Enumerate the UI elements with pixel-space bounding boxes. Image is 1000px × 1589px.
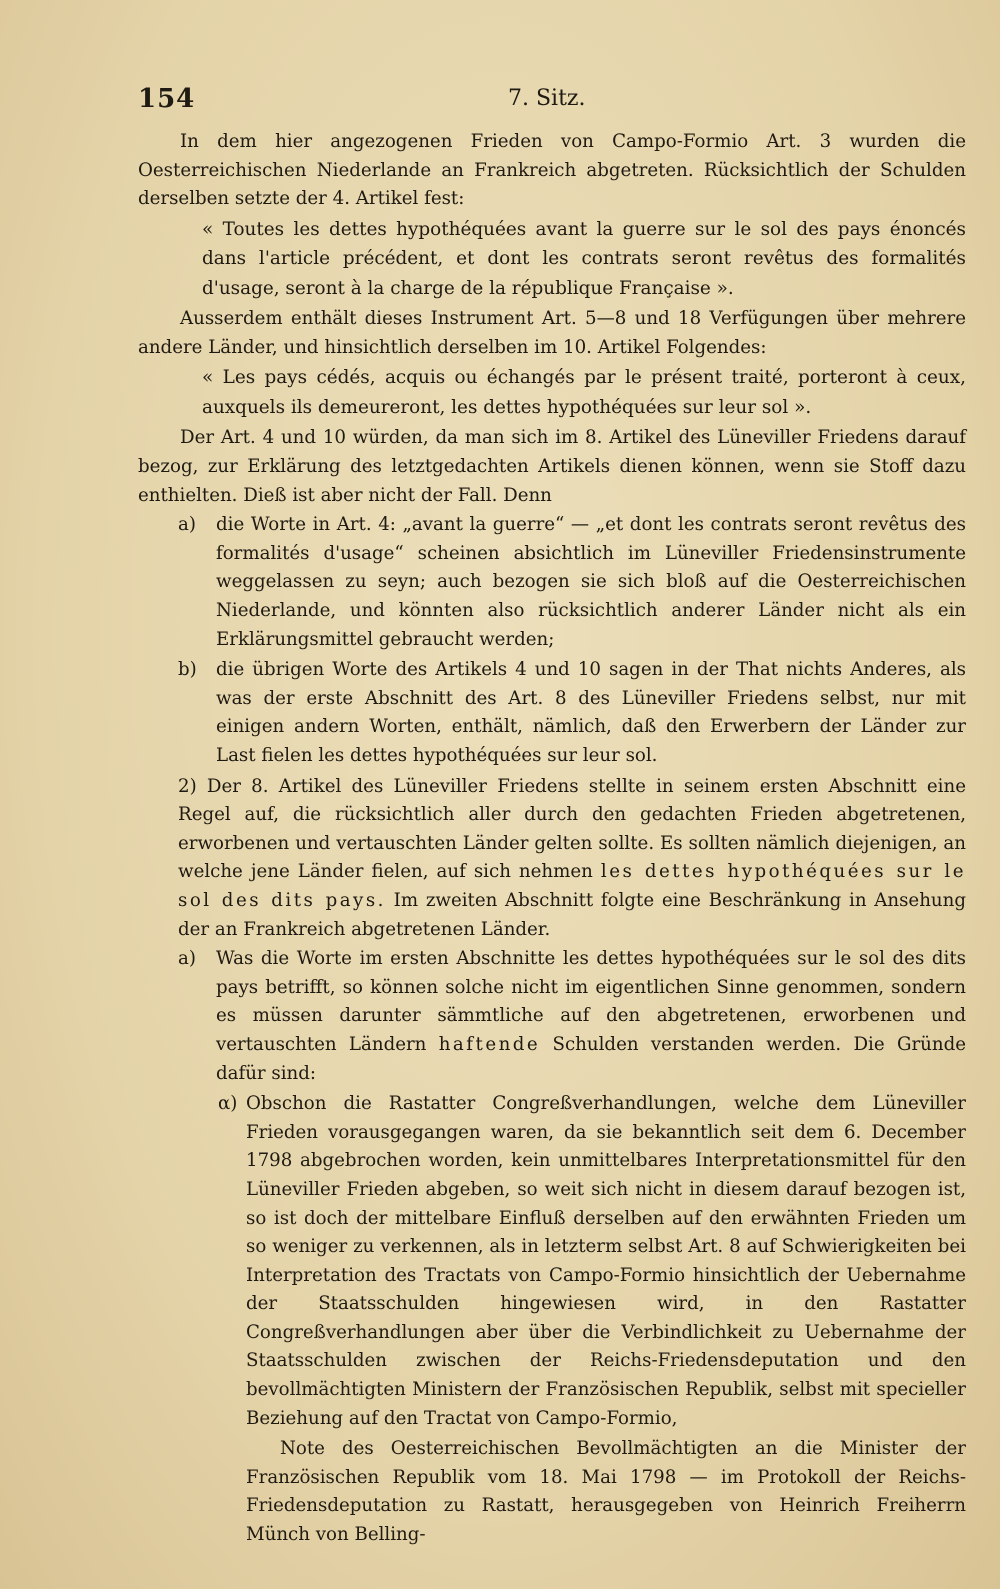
french-quotation: « Toutes les dettes hypothéquées avant la guerre sur le sol des pays énoncés dans l'article précédent, et dont les contrats seront revêtus des formalités d'usage, seront à la charge de la république Française ». — [202, 218, 966, 299]
list-item — [138, 945, 966, 1088]
spaced-phrase: les dettes hypothéquées sur le sol des dits pays. — [178, 861, 966, 911]
paragraph: Der Art. 4 und 10 würden, da man sich im 8. Artikel des Lüneviller Friedens darauf bezog, zur Erklärung des letztgedachten Artikels dienen können, wenn sie Stoff dazu enthielten. Dieß ist aber nicht der Fall. Denn — [138, 427, 966, 506]
paragraph-text: Im zweiten Abschnitt folgte eine Beschränkung in Ansehung der an Frankreich abgetretenen Länder. — [178, 889, 966, 940]
list-item-text: die übrigen Worte des Artikels 4 und 10 sagen in der That nichts Anderes, als was der erste Abschnitt des Art. 8 des Lüneviller Friedens selbst, nur mit einigen andern Worten, enthält, nämlich, daß den Erwerbern der Länder zur Last fielen les dettes hypothéquées sur leur sol. — [216, 659, 966, 766]
reference-note: Note des Oesterreichischen Bevollmächtigten an die Minister der Französischen Republik vom 18. Mai 1798 — im Protokoll der Reichs-Friedensdeputation zu Rastatt, herausgegeben von Heinrich Freiherrn Münch von Belling- — [246, 1438, 966, 1546]
running-head: 7. Sitz. — [508, 86, 586, 111]
list-item-text: Was die Worte im ersten Abschnitte les dettes hypothéquées sur le sol des dits pays betrifft, so können solche nicht im eigentlichen Sinne genommen, sondern es müssen darunter sämmtliche auf den abgetretenen, erworbenen und vertauschten Ländern — [216, 948, 966, 1055]
paragraph-text: Der 8. Artikel des Lüneviller Friedens stellte in seinem ersten Abschnitt eine Regel auf, die rücksichtlich aller durch den gedachten Frieden abgetretenen, erworbenen und vertauschten Länder gelten sollte. Es sollten nämlich diejenigen, an welche jene Länder fielen, auf sich nehmen — [178, 775, 966, 883]
paragraph: In dem hier angezogenen Frieden von Campo-Formio Art. 3 wurden die Oesterreichischen Niederlande an Frankreich abgetreten. Rücksichtlich der Schulden derselben setzte der 4. Artikel fest: — [138, 131, 966, 210]
list-marker: a) — [178, 948, 196, 970]
page-header — [0, 84, 1000, 124]
list-marker: α) — [218, 1093, 238, 1115]
french-quotation: « Les pays cédés, acquis ou échangés par le présent traité, porteront à ceux, auxquels ils demeureront, les dettes hypothéquées sur leur sol ». — [202, 367, 966, 418]
list-item — [138, 511, 966, 654]
page-number: 154 — [138, 84, 196, 114]
list-marker: a) — [178, 514, 196, 536]
sub-list-item — [138, 1090, 966, 1433]
sub-list-item-text: Obschon die Rastatter Congreßverhandlungen, welche dem Lüneviller Frieden vorausgegangen waren, da sie bekanntlich seit dem 6. December 1798 abgebrochen worden, kein unmittelbares Interpretationsmittel für den Lüneviller Frieden abgeben, so weit sich nicht in diesem darauf bezogen ist, so ist doch der mittelbare Einfluß derselben auf den erwähnten Frieden um so weniger zu verkennen, als in letzterm selbst Art. 8 auf Schwierigkeiten bei Interpretation des Tractats von Campo-Formio hinsichtlich der Uebernahme der Staatsschulden hingewiesen wird, in den Rastatter Congreßverhandlungen aber über die Verbindlichkeit zu Uebernahme der Staatsschulden zwischen der Reichs-Friedensdeputation und den bevollmächtigten Ministern der Französischen Republik, selbst mit specieller Beziehung auf den Tractat von Campo-Formio, — [246, 1093, 966, 1429]
list-item-text: die Worte in Art. 4: „avant la guerre“ — „et dont les contrats seront revêtus des formalités d'usage“ scheinen absichtlich im Lüneviller Friedensinstrumente weggelassen zu seyn; auch bezogen sie sich bloß auf die Oesterreichischen Niederlande, und könnten also rücksichtlich anderer Länder nicht als ein Erklärungsmittel gebraucht werden; — [216, 514, 966, 650]
spaced-word: haftende — [438, 1033, 541, 1055]
list-marker: 2) — [178, 775, 197, 797]
numbered-paragraph — [138, 773, 966, 945]
list-item — [138, 656, 966, 770]
list-marker: b) — [178, 659, 197, 681]
paragraph: Ausserdem enthält dieses Instrument Art. 5—8 und 18 Verfügungen über mehrere andere Länder, und hinsichtlich derselben im 10. Artikel Folgendes: — [138, 308, 966, 358]
list-item-text: Schulden verstanden werden. Die Gründe dafür sind: — [216, 1033, 966, 1084]
page-body — [138, 128, 966, 1550]
